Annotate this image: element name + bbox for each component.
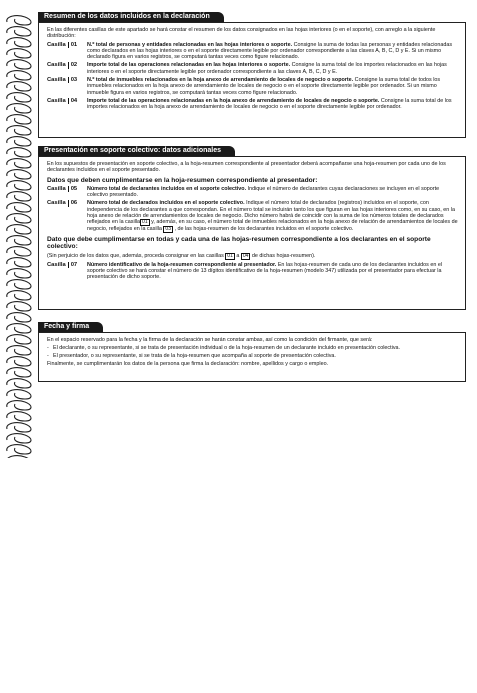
spiral-coil (7, 258, 31, 267)
casilla-heading: N.º total de personas y entidades relacionadas en las hojas interiores o soporte. (87, 41, 293, 48)
casilla-heading: Número identificativo de la hoja-resumen correspondiente al presentador. (87, 261, 277, 268)
casilla-row (47, 77, 459, 96)
section-soporte-colectivo (38, 156, 466, 310)
spiral-coil (7, 170, 31, 179)
casilla-heading: Número total de declarantes incluidos en el soporte colectivo. (87, 185, 247, 192)
list-item: - El declarante, o su representante, si se trata de presentación individual o de la hoja-resumen de un declarante incluido en presentación colectiva. (53, 345, 459, 351)
casilla-row (47, 98, 459, 111)
spiral-coil (7, 38, 31, 47)
closing-text: Finalmente, se cumplimentarán los datos de la persona que firma la declaración: nombre, apellidos y cargo o empleo. (47, 360, 329, 367)
note-pre: (Sin perjuicio de los datos que, además, proceda consignar en las casillas (47, 252, 224, 259)
casilla-row (47, 42, 459, 61)
casilla-label: Casilla (47, 62, 66, 69)
spiral-coil (7, 247, 31, 256)
casilla-number: 03 (68, 77, 79, 83)
section-title-resumen: Resumen de los datos incluidos en la declaración (38, 12, 224, 22)
casilla-ref-box: 04 (242, 252, 249, 259)
section-title-soporte-colectivo: Presentación en soporte colectivo: datos adicionales (38, 146, 235, 156)
spiral-coil (7, 214, 31, 223)
casilla-heading: N.º total de inmuebles relacionados en la hoja anexo de arrendamiento de locales de negocio o soporte. (87, 77, 354, 84)
casilla-ref-box: 03 (165, 226, 171, 233)
spiral-coil (7, 280, 31, 289)
spiral-coil (7, 104, 31, 113)
spiral-binding (3, 12, 35, 458)
casilla-heading: Número total de declarados incluidos en el soporte colectivo. (87, 200, 245, 207)
casilla-text: y, además, en su caso, el número total de inmuebles relacionados en la hoja anexo de relación de arrendamientos de locales de negocio, reflejados en la casilla (87, 219, 458, 233)
casilla-text: En las hojas-resumen de cada uno de los declarantes incluidos en el soporte colectivo se hará constar el número de 13 dígitos identificativo de la hoja-resumen (modelo 347) utilizada por el presentador para efectuar la presentación de dicho soporte. (87, 261, 443, 281)
casilla-text: Consigne la suma total de todos los inmuebles relacionados en la hoja anexo de arrendamiento de locales de negocio o en el soporte directamente legible por ordenador. Si un mismo inmueble figura en varios registros, se computará tantas veces como figure relacionado. (87, 77, 441, 96)
casilla-text: Indique el número de declarantes cuyas declaraciones se incluyen en el soporte colectivo presentado. (87, 185, 440, 199)
firmante-list (47, 345, 459, 359)
spiral-coil (7, 236, 31, 245)
casilla-ref-box: 01 (227, 252, 233, 259)
casilla-label: Casilla (47, 185, 66, 192)
note-mid: a (234, 252, 241, 259)
spiral-coil (7, 456, 31, 458)
spiral-coil (7, 60, 31, 69)
spiral-coil (7, 137, 31, 146)
casilla-number: 05 (68, 186, 79, 192)
spiral-coil (7, 423, 31, 432)
spiral-coil (7, 390, 31, 399)
casilla-row (47, 186, 459, 199)
spiral-coil (7, 181, 31, 190)
section-intro: En las diferentes casillas de este apartado se hará constar el resumen de los datos consignados en las hojas interiores (o en el soporte), con arreglo a la siguiente distribución: (47, 27, 436, 40)
spiral-coil (7, 302, 31, 311)
casilla-row (47, 200, 459, 233)
spiral-coil (7, 357, 31, 366)
spiral-coil (7, 434, 31, 443)
spiral-coil (7, 324, 31, 333)
spiral-coil (7, 126, 31, 135)
spiral-coil (7, 401, 31, 410)
spiral-coil (7, 27, 31, 36)
spiral-coil (7, 71, 31, 80)
spiral-coil (7, 346, 31, 355)
spiral-coil (7, 379, 31, 388)
casilla-number: 04 (68, 98, 79, 104)
casilla-number: 06 (68, 200, 79, 206)
casilla-number: 01 (68, 42, 79, 48)
section-intro: En el espacio reservado para la fecha y la firma de la declaración se harán constar ambas, así como la condición del firmante, que será: (47, 337, 373, 343)
list-item: - El presentador, o su representante, si se trata de la hoja-resumen que acompaña al soporte de presentación colectiva. (53, 353, 459, 359)
casilla-label: Casilla (47, 41, 66, 48)
spiral-coil (7, 445, 31, 454)
spiral-coil (7, 225, 31, 234)
section-title-fecha-firma: Fecha y firma (38, 322, 103, 332)
spiral-coil (7, 313, 31, 322)
casilla-text: Consigne la suma de todas las personas y entidades relacionadas como declarados en las hojas interiores o en el soporte directamente legible por ordenador correspondiente a las claves A, B, C, D y E. Si un mismo declarado figura en varios registros, se computará tantas veces como figure relacionado. (87, 41, 453, 61)
spiral-coil (7, 192, 31, 201)
spiral-coil (7, 412, 31, 421)
casilla-row (47, 262, 459, 281)
casilla-text: Consigne la suma total de los importes relacionados en las hojas interiores o en el soporte directamente legible por ordenador correspondiente a las claves A, B, C, D y E. (87, 62, 447, 75)
spiral-coil (7, 148, 31, 157)
subheading-declarantes: Dato que debe cumplimentarse en todas y cada una de las hojas-resumen correspondiente a los declarantes en el soporte colectivo: (47, 236, 431, 251)
section-resumen (38, 22, 466, 138)
spiral-coil (7, 82, 31, 91)
casilla-number: 02 (68, 62, 79, 68)
casilla-label: Casilla (47, 97, 66, 104)
section-fecha-firma (38, 332, 466, 382)
casilla-row (47, 62, 459, 75)
casilla-label: Casilla (47, 77, 66, 84)
note-post: de dichas hojas-resumen). (250, 252, 316, 259)
casilla-text: , de las hojas-resumen de los declarantes incluidos en el soporte colectivo. (172, 226, 354, 233)
subheading-presentador: Datos que deben cumplimentarse en la hoja-resumen correspondiente al presentador: (47, 176, 318, 184)
section-intro: En los supuestos de presentación en soporte colectivo, a la hoja-resumen correspondiente al presentador deberá acompañarse una hoja-resumen por cada uno de los declarantes incluidos en el soporte presentado. (47, 161, 446, 174)
spiral-coil (7, 159, 31, 168)
casilla-heading: Importe total de las operaciones relacionadas en las hojas interiores o soporte. (87, 62, 291, 69)
casilla-text: Indique el número total de declarados (registros) incluidos en el soporte, con independencia de los declarantes a que correspondan. En el número total se incluirán tanto los que figuran en las hojas interiores como, en su caso, en la hoja anexo de relación de arrendamientos de locales de negocio. Dicho número habrá de coincidir con la suma de los números totales de declarados reflejados en la casilla (87, 200, 455, 226)
casilla-label: Casilla (47, 261, 66, 268)
casilla-ref-box: 01 (142, 219, 148, 226)
spiral-coil (7, 335, 31, 344)
spiral-coil (7, 93, 31, 102)
spiral-coil (7, 115, 31, 124)
spiral-coil (7, 49, 31, 58)
spiral-coil (7, 291, 31, 300)
spiral-coil (7, 203, 31, 212)
casilla-heading: Importe total de las operaciones relacionadas en la hoja anexo de arrendamiento de locales de negocio o soporte. (87, 97, 380, 104)
spiral-coil (7, 16, 31, 25)
note-text (47, 253, 459, 260)
spiral-coil (7, 368, 31, 377)
spiral-coil (7, 269, 31, 278)
casilla-number: 07 (68, 262, 79, 268)
casilla-text: Consigne la suma total de los importes relacionados en la hoja anexo de arrendamiento de locales de negocio o en el soporte directamente legible por ordenador. (87, 97, 452, 111)
casilla-label: Casilla (47, 200, 66, 207)
